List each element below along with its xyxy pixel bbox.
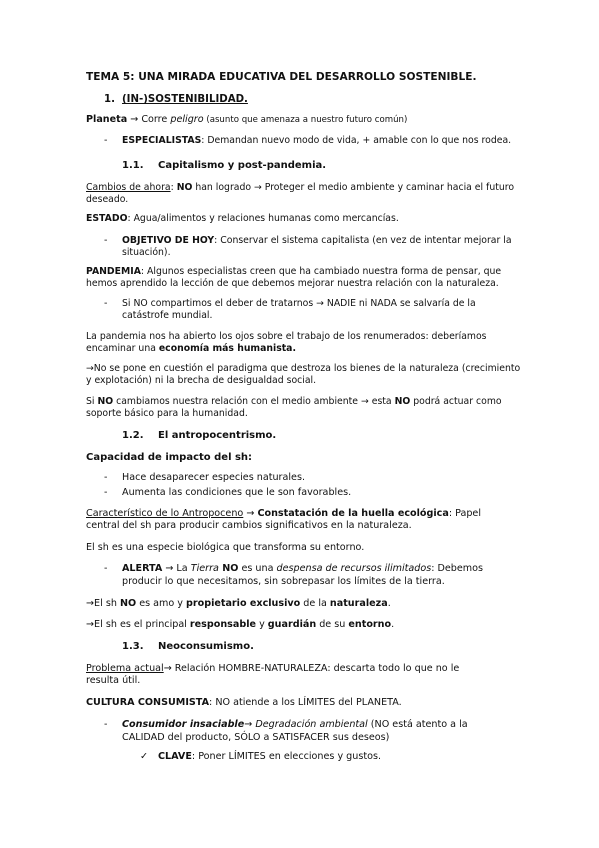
sh-resp-f: entorno [348,619,392,630]
section-1-1-title: Capitalismo y post-pandemia. [158,160,327,171]
sh-no-amo-line [86,598,391,610]
sh-resp-g: . [391,619,395,630]
caracteristico-line-2: central del sh para producir cambios significativos en la naturaleza. [86,520,412,531]
alerta-no: NO [218,563,239,574]
consumidor-line-2: CALIDAD del producto, SÓLO a SATISFACER sus deseos) [122,732,390,743]
capacidad-heading: Capacidad de impacto del sh: [86,452,253,463]
section-1-3-number: 1.3. [122,641,144,652]
caracteristico-arrow: → [243,508,258,519]
document-title: TEMA 5: UNA MIRADA EDUCATIVA DEL DESARROLLO SOSTENIBLE. [86,71,477,83]
pandemia-line-1 [86,266,501,278]
si-no-line-1: Si NO compartimos el deber de tratarnos → NADIE ni NADA se salvaría de la [122,298,476,309]
si-no-line-2: catástrofe mundial. [122,310,213,321]
sh-no-amo-a: →El sh [86,598,120,609]
caracteristico-line-1 [86,508,481,520]
sh-no-amo-no: NO [119,598,137,609]
degradacion-ambiental: Degradación ambiental [255,719,368,730]
cambios-colon: : [170,182,177,193]
clave-rest: : Poner LÍMITES en elecciones y gustos. [191,751,382,762]
section-1-2-number: 1.2. [122,430,144,441]
si-no-cambiamos-line-1 [86,396,502,408]
caracteristico-label: Característico de lo Antropoceno [86,508,244,519]
pandemia-rest: : Algunos especialistas creen que ha cambiado nuestra forma de pensar, que [140,266,502,277]
clave-line [158,751,381,763]
sh-especie-line: El sh es una especie biológica que transforma su entorno. [86,542,365,553]
especialistas-label: ESPECIALISTAS [122,135,202,146]
check-icon: ✓ [140,751,149,762]
pandemia-abierto-line-1: La pandemia nos ha abierto los ojos sobre el trabajo de los renumerados: deberíamos [86,331,487,342]
no-pone-line-2: y explotación) ni la brecha de desigualdad social. [86,375,317,386]
section-1-3-title: Neoconsumismo. [158,641,254,652]
objetivo-label: OBJETIVO DE HOY [122,235,215,246]
cultura-rest: : NO atiende a los LÍMITES del PLANETA. [209,697,402,708]
planeta-label: Planeta [86,114,128,125]
section-1-title: (IN-)SOSTENIBILIDAD. [122,94,248,105]
capacidad-item-2: Aumenta las condiciones que le son favorables. [122,487,352,498]
consumidor-line-1 [122,719,468,731]
cultura-label: CULTURA CONSUMISTA [86,697,210,708]
alerta-line-2: producir lo que necesitamos, sin sobrepasar los límites de la tierra. [122,576,445,587]
economia-humanista: economía más humanista. [158,343,296,354]
alerta-tierra: Tierra [190,563,219,574]
pandemia-label: PANDEMIA [86,266,141,277]
estado-rest: : Agua/alimentos y relaciones humanas como mercancías. [127,213,399,224]
bullet-dash: - [104,298,108,309]
pandemia-abierto-line-2 [86,343,296,355]
pandemia-line-2: hemos aprendido la lección de que debemos mejorar nuestra relación con la naturaleza. [86,278,499,289]
planeta-arrow: → Corre [127,114,171,125]
sh-resp-d: guardián [267,619,317,630]
sh-no-amo-b: es amo y [136,598,187,609]
alerta-label: ALERTA [122,563,163,574]
sh-resp-b: responsable [189,619,257,630]
bullet-dash: - [104,563,108,574]
si-no-cambiamos-a: Si [86,396,98,407]
problema-line-2: resulta útil. [86,675,141,686]
alerta-es: es una [238,563,277,574]
si-no-cambiamos-no1: NO [97,396,114,407]
consumidor-arrow: → [244,719,256,730]
alerta-despensa: despensa de recursos ilimitados [276,563,432,574]
consumidor-label: Consumidor insaciable [122,719,245,730]
section-1-1-number: 1.1. [122,160,144,171]
sh-no-amo-c: propietario exclusivo [186,598,301,609]
cambios-rest: han logrado → Proteger el medio ambiente y caminar hacia el futuro [192,182,515,193]
sh-no-amo-d: de la [300,598,330,609]
sh-no-amo-e: naturaleza [329,598,388,609]
bullet-dash: - [104,135,108,146]
cultura-line [86,697,402,709]
cambios-no: NO [176,182,193,193]
problema-rest: → Relación HOMBRE-NATURALEZA: descarta todo lo que no le [163,663,460,674]
objetivo-rest: : Conservar el sistema capitalista (en vez de intentar mejorar la [214,235,512,246]
especialistas-line [122,135,511,147]
pandemia-abierto-text: encaminar una [86,343,159,354]
caracteristico-rest: : Papel [448,508,482,519]
estado-label: ESTADO [86,213,128,224]
alerta-rest: : Debemos [431,563,484,574]
sh-resp-c: y [256,619,268,630]
objetivo-line-2: situación). [122,247,171,258]
especialistas-rest: : Demandan nuevo modo de vida, + amable con lo que nos rodea. [201,135,512,146]
huella-ecologica: Constatación de la huella ecológica [257,508,449,519]
cambios-line-1 [86,182,514,194]
bullet-dash: - [104,472,108,483]
bullet-dash: - [104,235,108,246]
capacidad-item-1: Hace desaparecer especies naturales. [122,472,305,483]
alerta-arrow: → La [162,563,191,574]
sh-resp-e: de su [316,619,349,630]
planeta-line [86,114,407,126]
bullet-dash: - [104,719,108,730]
si-no-cambiamos-b: cambiamos nuestra relación con el medio ambiente → esta [113,396,395,407]
sh-responsable-line [86,619,394,631]
bullet-dash: - [104,487,108,498]
consumidor-rest: (NO está atento a la [367,719,468,730]
si-no-cambiamos-c: podrá actuar como [410,396,502,407]
cambios-line-2: deseado. [86,194,129,205]
section-1-2-title: El antropocentrismo. [158,430,277,441]
planeta-italic: peligro [170,114,204,125]
clave-label: CLAVE [158,751,192,762]
problema-label: Problema actual [86,663,164,674]
objetivo-line-1 [122,235,512,247]
no-pone-line-1: →No se pone en cuestión el paradigma que destroza los bienes de la naturaleza (crecimiento [86,363,521,374]
section-1-number: 1. [104,94,115,105]
cambios-label: Cambios de ahora [86,182,171,193]
sh-no-amo-f: . [387,598,391,609]
estado-line [86,213,399,225]
planeta-rest: (asunto que amenaza a nuestro futuro común) [203,115,408,125]
sh-resp-a: →El sh es el principal [86,619,190,630]
problema-line-1 [86,663,459,675]
si-no-cambiamos-no2: NO [394,396,411,407]
alerta-line-1 [122,563,483,575]
si-no-cambiamos-line-2: soporte básico para la humanidad. [86,408,248,419]
